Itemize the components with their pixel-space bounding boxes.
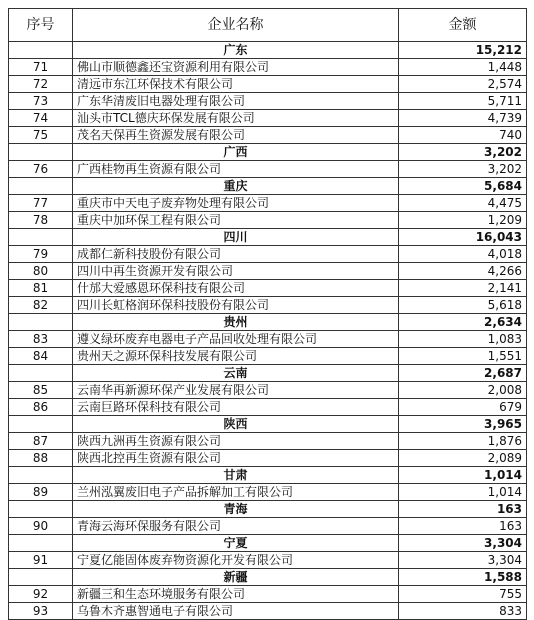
province-index-cell (9, 416, 73, 433)
header-index: 序号 (9, 9, 73, 42)
province-row (9, 467, 527, 484)
row-index: 86 (9, 399, 73, 416)
province-index-cell (9, 365, 73, 382)
province-row (9, 365, 527, 382)
header-row (9, 9, 527, 42)
table-row (9, 552, 527, 569)
company-amount: 1,014 (399, 484, 527, 501)
province-name: 陕西 (73, 416, 399, 433)
table-row (9, 263, 527, 280)
row-index: 78 (9, 212, 73, 229)
row-index: 87 (9, 433, 73, 450)
province-name: 甘肃 (73, 467, 399, 484)
province-index-cell (9, 314, 73, 331)
province-name: 青海 (73, 501, 399, 518)
table-row (9, 59, 527, 76)
company-amount: 4,018 (399, 246, 527, 263)
row-index: 85 (9, 382, 73, 399)
company-name: 青海云海环保服务有限公司 (73, 518, 399, 535)
row-index: 83 (9, 331, 73, 348)
province-row (9, 42, 527, 59)
company-amount: 2,008 (399, 382, 527, 399)
province-total: 3,965 (399, 416, 527, 433)
row-index: 92 (9, 586, 73, 603)
table-row (9, 212, 527, 229)
province-name: 宁夏 (73, 535, 399, 552)
company-amount: 1,083 (399, 331, 527, 348)
row-index: 73 (9, 93, 73, 110)
company-amount: 833 (399, 603, 527, 620)
table-row (9, 331, 527, 348)
table-row (9, 399, 527, 416)
province-total: 163 (399, 501, 527, 518)
province-name: 广西 (73, 144, 399, 161)
province-row (9, 229, 527, 246)
table-row (9, 518, 527, 535)
company-amount: 679 (399, 399, 527, 416)
company-name: 四川长虹格润环保科技股份有限公司 (73, 297, 399, 314)
row-index: 84 (9, 348, 73, 365)
row-index: 72 (9, 76, 73, 93)
province-index-cell (9, 229, 73, 246)
company-amount: 740 (399, 127, 527, 144)
row-index: 77 (9, 195, 73, 212)
table-row (9, 110, 527, 127)
table-row (9, 484, 527, 501)
table-row (9, 280, 527, 297)
company-name: 茂名天保再生资源发展有限公司 (73, 127, 399, 144)
company-amount: 4,739 (399, 110, 527, 127)
company-amount: 2,089 (399, 450, 527, 467)
province-name: 四川 (73, 229, 399, 246)
table-row (9, 93, 527, 110)
row-index: 80 (9, 263, 73, 280)
company-amount: 2,141 (399, 280, 527, 297)
company-name: 新疆三和生态环境服务有限公司 (73, 586, 399, 603)
table-row (9, 246, 527, 263)
table-body (9, 42, 527, 620)
province-total: 3,202 (399, 144, 527, 161)
row-index: 75 (9, 127, 73, 144)
document-table-sheet (8, 8, 526, 620)
company-amount: 1,876 (399, 433, 527, 450)
province-index-cell (9, 144, 73, 161)
province-name: 贵州 (73, 314, 399, 331)
company-name: 陕西北控再生资源有限公司 (73, 450, 399, 467)
row-index: 71 (9, 59, 73, 76)
province-name: 重庆 (73, 178, 399, 195)
province-index-cell (9, 42, 73, 59)
company-amount: 1,209 (399, 212, 527, 229)
row-index: 76 (9, 161, 73, 178)
company-name: 乌鲁木齐惠智通电子有限公司 (73, 603, 399, 620)
province-total: 15,212 (399, 42, 527, 59)
row-index: 91 (9, 552, 73, 569)
company-name: 成都仁新科技股份有限公司 (73, 246, 399, 263)
company-amount: 3,202 (399, 161, 527, 178)
company-amount: 755 (399, 586, 527, 603)
company-amount: 4,475 (399, 195, 527, 212)
company-amount: 5,711 (399, 93, 527, 110)
province-name: 新疆 (73, 569, 399, 586)
company-name: 佛山市顺德鑫还宝资源利用有限公司 (73, 59, 399, 76)
company-name: 四川中再生资源开发有限公司 (73, 263, 399, 280)
province-total: 16,043 (399, 229, 527, 246)
header-name: 企业名称 (73, 9, 399, 42)
table-row (9, 161, 527, 178)
table-row (9, 586, 527, 603)
company-amount: 2,574 (399, 76, 527, 93)
company-name: 云南巨路环保科技有限公司 (73, 399, 399, 416)
province-name: 云南 (73, 365, 399, 382)
table-row (9, 450, 527, 467)
province-row (9, 314, 527, 331)
province-total: 2,634 (399, 314, 527, 331)
row-index: 74 (9, 110, 73, 127)
company-name: 重庆市中天电子废弃物处理有限公司 (73, 195, 399, 212)
company-amount: 163 (399, 518, 527, 535)
company-name: 遵义绿环废弃电器电子产品回收处理有限公司 (73, 331, 399, 348)
province-total: 1,588 (399, 569, 527, 586)
header-amount: 金额 (399, 9, 527, 42)
company-name: 汕头市TCL德庆环保发展有限公司 (73, 110, 399, 127)
province-index-cell (9, 467, 73, 484)
company-amount: 4,266 (399, 263, 527, 280)
company-name: 贵州天之源环保科技发展有限公司 (73, 348, 399, 365)
table-row (9, 76, 527, 93)
table-row (9, 433, 527, 450)
company-name: 广东华清废旧电器处理有限公司 (73, 93, 399, 110)
row-index: 88 (9, 450, 73, 467)
row-index: 89 (9, 484, 73, 501)
company-name: 宁夏亿能固体废弃物资源化开发有限公司 (73, 552, 399, 569)
company-amount: 5,618 (399, 297, 527, 314)
company-amount: 3,304 (399, 552, 527, 569)
table-row (9, 297, 527, 314)
company-name: 陕西九洲再生资源有限公司 (73, 433, 399, 450)
province-index-cell (9, 501, 73, 518)
province-total: 5,684 (399, 178, 527, 195)
row-index: 79 (9, 246, 73, 263)
table-row (9, 348, 527, 365)
province-row (9, 178, 527, 195)
table-row (9, 382, 527, 399)
province-row (9, 416, 527, 433)
row-index: 81 (9, 280, 73, 297)
province-row (9, 501, 527, 518)
province-index-cell (9, 178, 73, 195)
company-name: 兰州泓翼废旧电子产品拆解加工有限公司 (73, 484, 399, 501)
table-row (9, 603, 527, 620)
company-name: 什邡大爱感恩环保科技有限公司 (73, 280, 399, 297)
company-name: 云南华再新源环保产业发展有限公司 (73, 382, 399, 399)
province-row (9, 144, 527, 161)
table-row (9, 195, 527, 212)
subsidy-table (8, 8, 527, 620)
province-row (9, 569, 527, 586)
province-row (9, 535, 527, 552)
row-index: 82 (9, 297, 73, 314)
province-total: 3,304 (399, 535, 527, 552)
province-index-cell (9, 535, 73, 552)
row-index: 93 (9, 603, 73, 620)
company-name: 广西桂物再生资源有限公司 (73, 161, 399, 178)
province-name: 广东 (73, 42, 399, 59)
company-name: 重庆中加环保工程有限公司 (73, 212, 399, 229)
province-total: 2,687 (399, 365, 527, 382)
province-index-cell (9, 569, 73, 586)
province-total: 1,014 (399, 467, 527, 484)
row-index: 90 (9, 518, 73, 535)
company-amount: 1,448 (399, 59, 527, 76)
company-name: 清远市东江环保技术有限公司 (73, 76, 399, 93)
table-row (9, 127, 527, 144)
company-amount: 1,551 (399, 348, 527, 365)
